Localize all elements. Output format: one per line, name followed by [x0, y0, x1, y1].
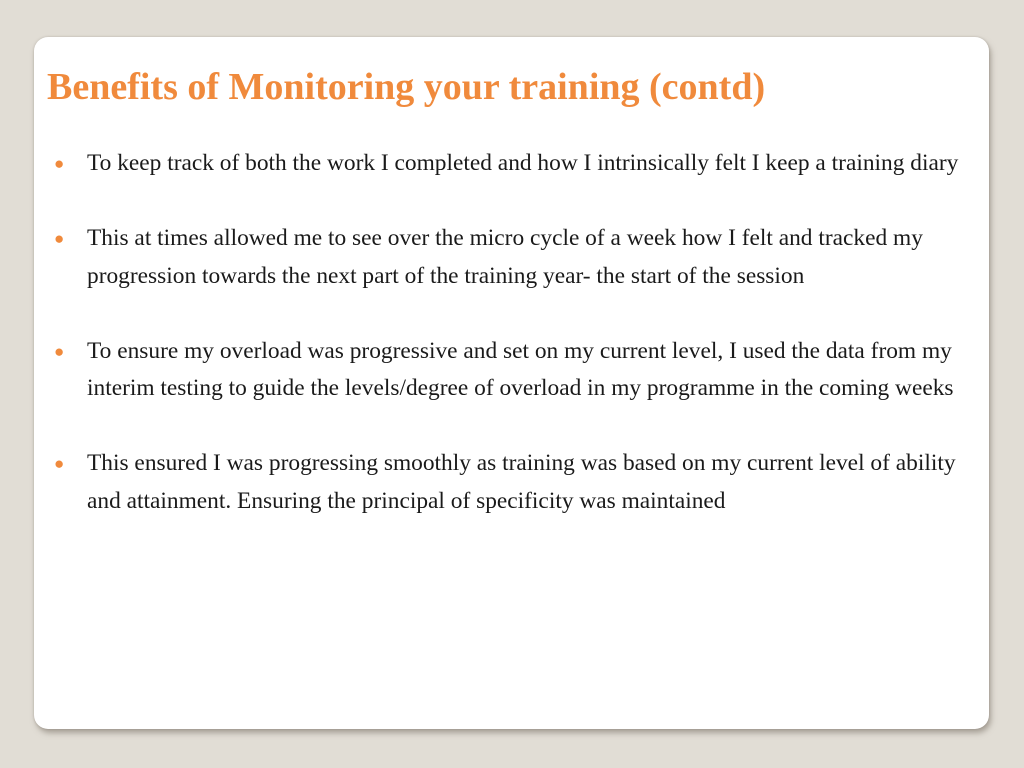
- bullet-dot-icon: ●: [54, 229, 65, 248]
- bullet-item: [54, 445, 974, 520]
- bullet-item: [54, 220, 974, 295]
- slide-title: Benefits of Monitoring your training (contd): [47, 66, 766, 108]
- bullet-item: [54, 333, 974, 408]
- bullet-text: This at times allowed me to see over the micro cycle of a week how I felt and tracked my progression towards the next part of the training year- the start of the session: [87, 225, 923, 289]
- bullet-dot-icon: ●: [54, 154, 65, 173]
- bullet-text: To keep track of both the work I completed and how I intrinsically felt I keep a training diary: [87, 150, 959, 176]
- slide-card: [34, 37, 989, 729]
- bullet-list: [54, 145, 974, 558]
- bullet-item: [54, 145, 974, 183]
- bullet-dot-icon: ●: [54, 454, 65, 473]
- bullet-text: To ensure my overload was progressive and set on my current level, I used the data from my interim testing to guide the levels/degree of overload in my programme in the coming weeks: [87, 337, 954, 401]
- bullet-text: This ensured I was progressing smoothly as training was based on my current level of ability and attainment. Ensuring the principal of specificity was maintained: [87, 450, 956, 514]
- bullet-dot-icon: ●: [54, 341, 65, 361]
